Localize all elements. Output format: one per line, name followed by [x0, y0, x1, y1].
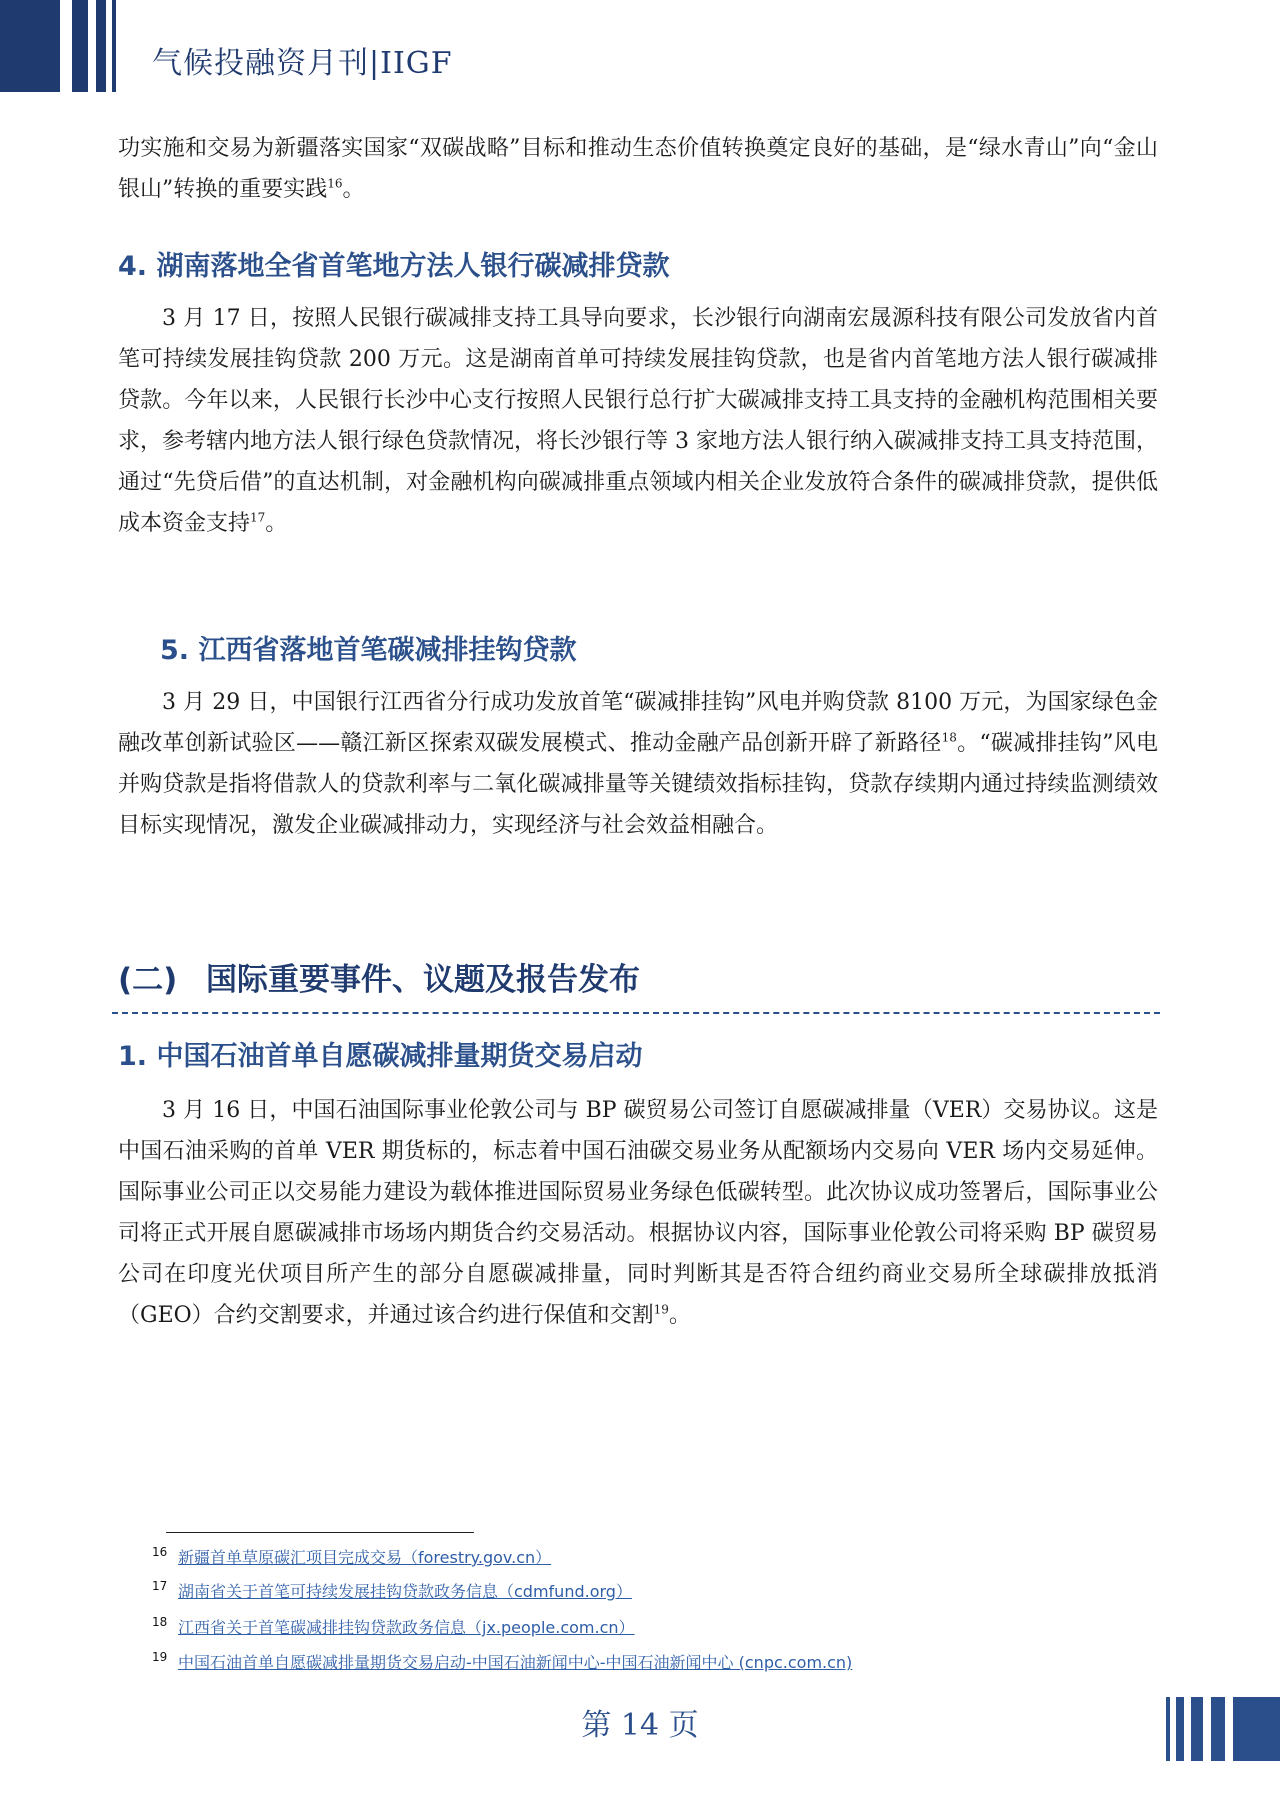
footnote-item: 19 中国石油首单自愿碳减排量期货交易启动-中国石油新闻中心-中国石油新闻中心 (cnpc.com.cn) [152, 1650, 853, 1672]
section-petrochina-text: 3 月 16 日，中国石油国际事业伦敦公司与 BP 碳贸易公司签订自愿碳减排量（VER）交易协议。这是中国石油采购的首单 VER 期货标的，标志着中国石油碳交易业务从配额场内交易向 VER 场内交易延伸。国际事业公司正以交易能力建设为载体推进国际贸易业务绿色低碳转型。此次协议成功签署后，国际事业公司将正式开展自愿碳减排市场场内期货合约交易活动。根据协议内容，国际事业伦敦公司将采购 BP 碳贸易公司在印度光伏项目所产生的部分自愿碳减排量，同时判断其是否符合纽约商业交易所全球碳排放抵消（GEO）合约交割要求，并通过该合约进行保值和交割 [118, 1098, 1158, 1328]
section-jiangxi-text-cont: 。“碳减排挂钩”风电并购贷款是指将借款人的贷款利率与二氧化碳减排量等关键绩效指标挂钩，贷款存续期内通过持续监测绩效目标实现情况，激发企业碳减排动力，实现经济与社会效益相融合。 [118, 731, 1158, 838]
part-title: 国际重要事件、议题及报告发布 [206, 962, 640, 998]
footnote-ref[interactable]: 18 [941, 730, 957, 745]
footnote-link[interactable]: 中国石油首单自愿碳减排量期货交易启动-中国石油新闻中心-中国石油新闻中心 (cnpc.com.cn) [178, 1653, 853, 1672]
footnote-link[interactable]: 新疆首单草原碳汇项目完成交易（forestry.gov.cn） [178, 1548, 552, 1567]
section-jiangxi-text: 3 月 29 日，中国银行江西省分行成功发放首笔“碳减排挂钩”风电并购贷款 8100 万元，为国家绿色金融改革创新试验区——赣江新区探索双碳发展模式、推动金融产品创新开辟了新路径 [118, 690, 1158, 756]
footer-bar [1166, 1697, 1170, 1761]
header-bar [96, 0, 106, 92]
header-bar [0, 0, 60, 92]
footnote-ref[interactable]: 19 [653, 1302, 669, 1317]
page-number: 第 14 页 [581, 1708, 699, 1743]
header-bar [72, 0, 88, 92]
intro-paragraph: 功实施和交易为新疆落实国家“双碳战略”目标和推动生态价值转换奠定良好的基础，是“绿水青山”向“金山银山”转换的重要实践$^{16}$。 [118, 136, 1158, 202]
footnote-ref[interactable]: 17 [250, 510, 266, 525]
footnote-ref[interactable]: 16 [327, 176, 343, 191]
footnote-item: 16 新疆首单草原碳汇项目完成交易（forestry.gov.cn） [152, 1545, 552, 1567]
section-heading-hunan: 4. 湖南落地全省首笔地方法人银行碳减排贷款 [118, 251, 670, 282]
section-heading-jiangxi: 5. 江西省落地首笔碳减排挂钩贷款 [160, 635, 577, 666]
publication-title: 气候投融资月刊|IIGF [152, 46, 453, 81]
dashed-divider [112, 1012, 1160, 1014]
footnote-item: 18 江西省关于首笔碳减排挂钩贷款政务信息（jx.people.com.cn） [152, 1615, 635, 1637]
footnote-separator [166, 1532, 474, 1533]
section-hunan-text: 3 月 17 日，按照人民银行碳减排支持工具导向要求，长沙银行向湖南宏晟源科技有限公司发放省内首笔可持续发展挂钩贷款 200 万元。这是湖南首单可持续发展挂钩贷款，也是省内首笔地方法人银行碳减排贷款。今年以来，人民银行长沙中心支行按照人民银行总行扩大碳减排支持工具支持的金融机构范围相关要求，参考辖内地方法人银行绿色贷款情况，将长沙银行等 3 家地方法人银行纳入碳减排支持工具支持范围，通过“先贷后借”的直达机制，对金融机构向碳减排重点领域内相关企业发放符合条件的碳减排贷款，提供低成本资金支持 [118, 306, 1158, 536]
footnote-item: 17 湖南省关于首笔可持续发展挂钩贷款政务信息（cdmfund.org） [152, 1579, 632, 1601]
section-hunan-body: 3 月 17 日，按照人民银行碳减排支持工具导向要求，长沙银行向湖南宏晟源科技有限公司发放省内首笔可持续发展挂钩贷款 200 万元。这是湖南首单可持续发展挂钩贷款，也是省内首笔地方法人银行碳减排贷款。今年以来，人民银行长沙中心支行按照人民银行总行扩大碳减排支持工具支持的金融机构范围相关要求，参考辖内地方法人银行绿色贷款情况，将长沙银行等 3 家地方法人银行纳入碳减排支持工具支持范围，通过“先贷后借”的直达机制，对金融机构向碳减排重点领域内相关企业发放符合条件的碳减排贷款，提供低成本资金支持$^{17}$。 [118, 306, 1158, 536]
intro-text: 功实施和交易为新疆落实国家“双碳战略”目标和推动生态价值转换奠定良好的基础，是“绿水青山”向“金山银山”转换的重要实践 [118, 136, 1158, 202]
section-heading-petrochina: 1. 中国石油首单自愿碳减排量期货交易启动 [118, 1041, 643, 1072]
header-bar [112, 0, 116, 92]
footnote-link[interactable]: 江西省关于首笔碳减排挂钩贷款政务信息（jx.people.com.cn） [178, 1618, 635, 1637]
footnote-link[interactable]: 湖南省关于首笔可持续发展挂钩贷款政务信息（cdmfund.org） [178, 1582, 632, 1601]
part-number: (二) [118, 962, 178, 998]
section-jiangxi-body [118, 682, 1158, 846]
part-heading [118, 954, 640, 999]
section-petrochina-body: 3 月 16 日，中国石油国际事业伦敦公司与 BP 碳贸易公司签订自愿碳减排量（VER）交易协议。这是中国石油采购的首单 VER 期货标的，标志着中国石油碳交易业务从配额场内交易向 VER 场内交易延伸。国际事业公司正以交易能力建设为载体推进国际贸易业务绿色低碳转型。此次协议成功签署后，国际事业公司将正式开展自愿碳减排市场场内期货合约交易活动。根据协议内容，国际事业伦敦公司将采购 BP 碳贸易公司在印度光伏项目所产生的部分自愿碳减排量，同时判断其是否符合纽约商业交易所全球碳排放抵消（GEO）合约交割要求，并通过该合约进行保值和交割$^{19}$。 [118, 1098, 1158, 1328]
footer-bar [1233, 1697, 1280, 1761]
footer-bar [1176, 1697, 1184, 1761]
footer-bar [1191, 1697, 1203, 1761]
footer-bar [1211, 1697, 1225, 1761]
